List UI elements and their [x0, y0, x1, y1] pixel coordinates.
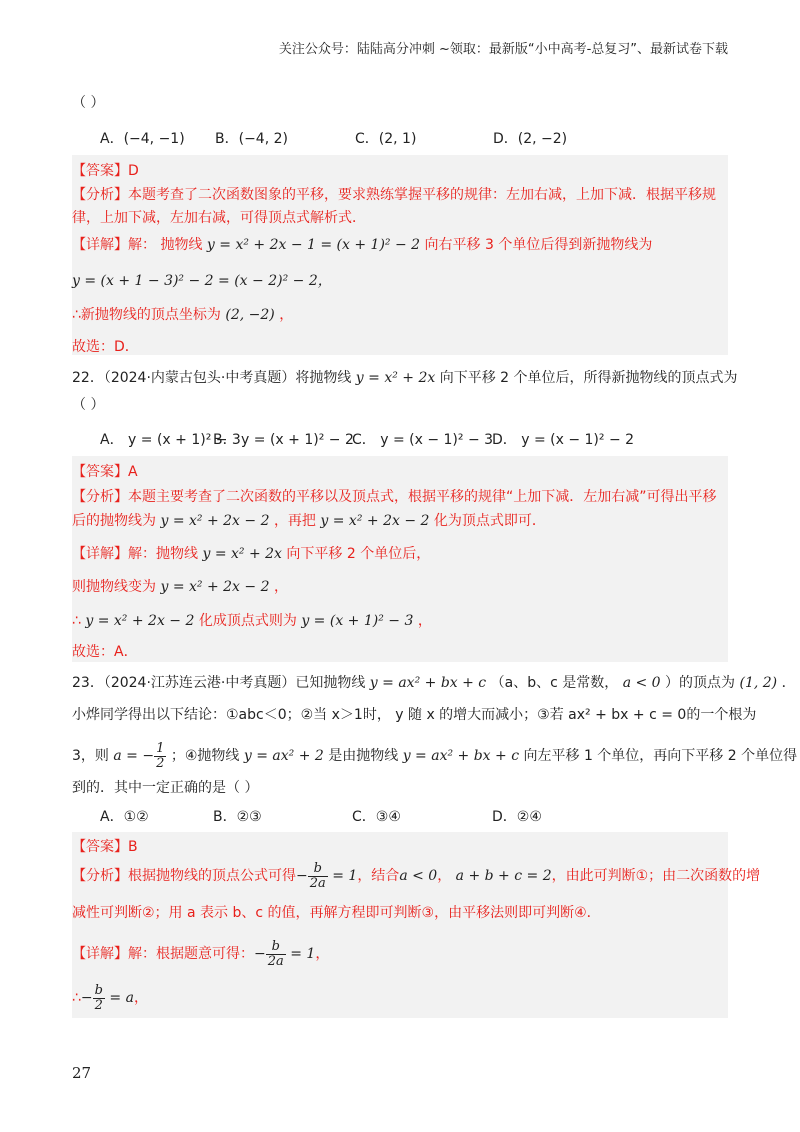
q21-option-c: C．(2, 1): [355, 131, 417, 147]
q21-answer: 【答案】D: [72, 163, 139, 179]
q23-stem-line4: 到的．其中一定正确的是（ ）: [72, 780, 259, 796]
q21-analysis-line2: 律，上加下减，左加右减，可得顶点式解析式．: [72, 210, 366, 226]
q22-choose: 故选：A．: [72, 644, 138, 660]
q22-detail-line2: 则抛物线变为 y = x² + 2x − 2 ，: [72, 579, 288, 595]
q22-option-a: A． y = (x + 1)² − 3: [100, 432, 241, 448]
q21-option-b: B．(−4, 2): [215, 131, 288, 147]
q21-analysis-line1: 【分析】本题考查了二次函数图象的平移，要求熟练掌握平移的规律：左加右减，上加下减．根据平移规: [72, 187, 716, 203]
q21-paren: （ ）: [72, 95, 105, 111]
q22-detail-line3: ∴ y = x² + 2x − 2 化成顶点式则为 y = (x + 1)² − 3 ，: [72, 613, 432, 629]
q21-detail-line1: 【详解】解： 抛物线 y = x² + 2x − 1 = (x + 1)² − 2 向右平移 3 个单位后得到新抛物线为: [72, 237, 653, 253]
q22-analysis-line2: 后的抛物线为 y = x² + 2x − 2 ，再把 y = x² + 2x − 2 化为顶点式即可．: [72, 513, 546, 529]
q22-option-b: B． y = (x + 1)² − 2: [213, 432, 354, 448]
q21-option-d: D．(2, −2): [493, 131, 568, 147]
q22-paren: （ ）: [72, 397, 105, 413]
q21-option-a: A．(−4, −1): [100, 131, 185, 147]
q23-option-c: C．③④: [352, 809, 401, 825]
q22-option-d: D． y = (x − 1)² − 2: [492, 432, 635, 448]
q23-analysis-line2: 减性可判断②；用 a 表示 b、c 的值，再解方程即可判断③，由平移法则即可判断④．: [72, 905, 601, 921]
q23-stem-line3: 3，则 a = − $\frac{1}{2}$ ；④抛物线 y = ax² + 2 是由抛物线 y = ax² + bx + c 向左平移 1 个单位，再向下平移 2 个单位得: [72, 740, 798, 771]
q22-option-c: C． y = (x − 1)² − 3: [352, 432, 494, 448]
q23-detail-line1: 【详解】解：根据题意可得：− $\frac{b}{2a}$ = 1，: [72, 938, 330, 969]
q23-analysis-line1: 【分析】根据抛物线的顶点公式可得− $\frac{b}{2a}$ = 1，结合a < 0， a + b + c = 2，由此可判断①；由二次函数的增: [72, 860, 761, 891]
q23-stem-line2: 小烨同学得出以下结论：①abc＜0；②当 x＞1时， y 随 x 的增大而减小；③若 ax² + bx + c = 0的一个根为: [72, 707, 757, 723]
q21-detail-line2: y = (x + 1 − 3)² − 2 = (x − 2)² − 2，: [72, 273, 332, 289]
q22-detail-line1: 【详解】解：抛物线 y = x² + 2x 向下平移 2 个单位后，: [72, 546, 431, 562]
q23-option-b: B．②③: [213, 809, 262, 825]
q23-option-d: D．②④: [492, 809, 542, 825]
q22-stem-line1: 22．（2024·内蒙古包头·中考真题）将抛物线 y = x² + 2x 向下平移 2 个单位后，所得新抛物线的顶点式为: [72, 370, 738, 386]
q21-choose: 故选：D．: [72, 339, 139, 355]
q21-detail-line3: ∴新抛物线的顶点坐标为 (2, −2) ，: [72, 307, 294, 323]
q23-answer: 【答案】B: [72, 839, 138, 855]
q23-detail-line2: ∴− $\frac{b}{2}$ = a，: [72, 982, 148, 1013]
q23-option-a: A．①②: [100, 809, 149, 825]
q23-stem-line1: 23．（2024·江苏连云港·中考真题）已知抛物线 y = ax² + bx + c （a、b、c 是常数， a < 0 ）的顶点为 (1, 2) ．: [72, 675, 796, 691]
page-header: 关注公众号：陆陆高分冲刺 ~领取：最新版“小中高考-总复习”、最新试卷下载: [278, 42, 728, 57]
q22-analysis-line1: 【分析】本题主要考查了二次函数的平移以及顶点式，根据平移的规律“上加下减．左加右减”可得出平移: [72, 489, 717, 505]
page-number: 27: [72, 1064, 92, 1082]
q22-answer: 【答案】A: [72, 464, 138, 480]
